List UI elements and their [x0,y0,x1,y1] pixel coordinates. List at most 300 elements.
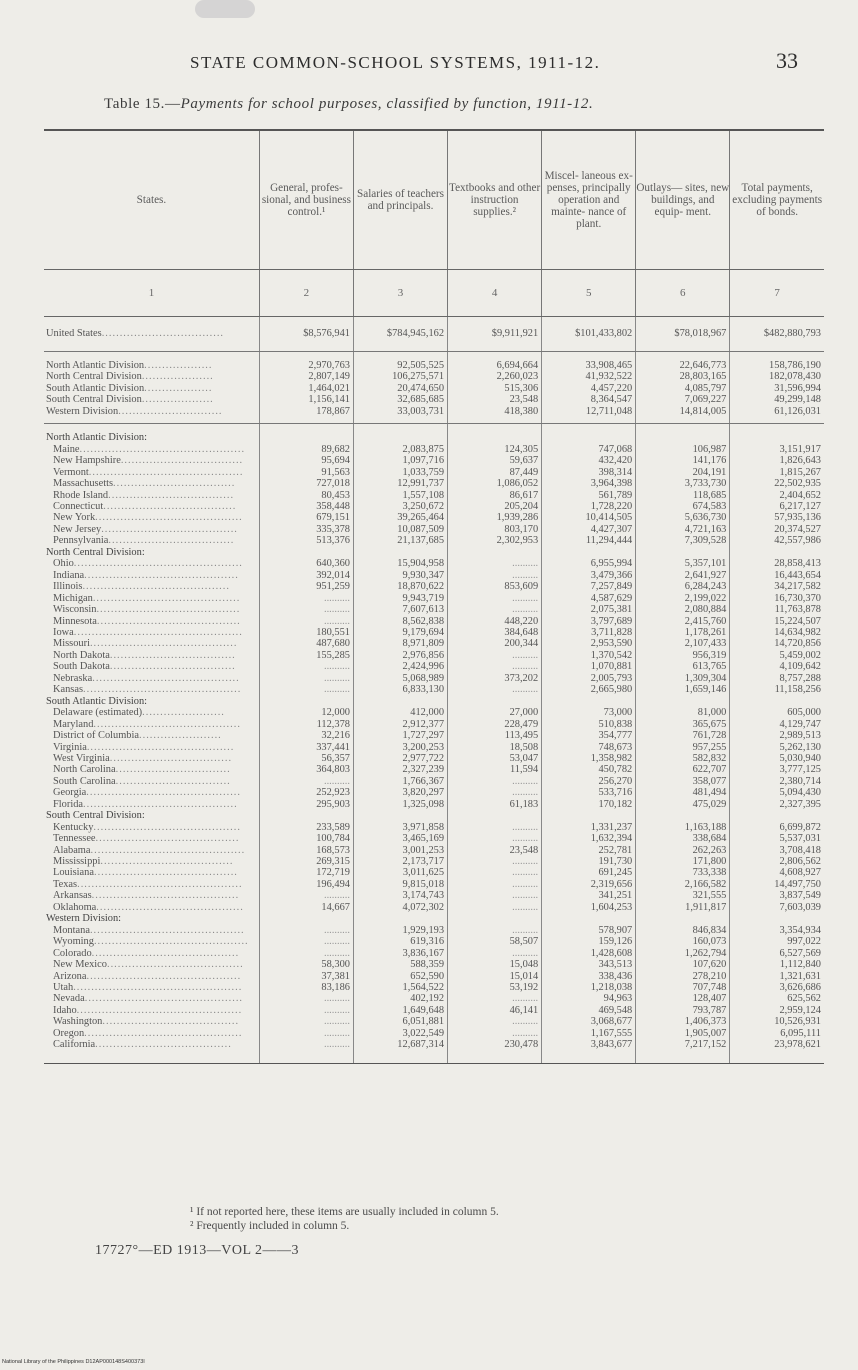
value-cell: 1,406,373 [636,1016,730,1027]
value-cell: 12,000 [259,707,353,718]
value-cell: 6,694,664 [448,360,542,371]
value-cell: 997,022 [730,936,824,947]
value-cell: 1,218,038 [542,982,636,993]
state-name-text: Idaho [53,1004,77,1016]
value-cell: 3,964,398 [542,478,636,489]
group-heading: North Atlantic Division: [46,432,148,444]
value-cell: 691,245 [542,867,636,878]
value-cell: 4,085,797 [636,383,730,394]
value-cell: .......... [448,650,542,661]
dot-leader: ......................................... [91,947,240,959]
running-header: STATE COMMON-SCHOOL SYSTEMS, 1911-12. [190,53,601,72]
dot-leader: ........................................ [96,615,241,627]
spacer-cell [730,424,824,433]
table-row [44,993,824,1004]
state-name [44,856,259,867]
value-cell: 58,300 [259,959,353,970]
spacer-cell [636,424,730,433]
value-cell: 3,626,686 [730,982,824,993]
value-cell: 2,959,124 [730,1005,824,1016]
state-name-text: North Atlantic Division [46,360,145,371]
scan-smudge [195,0,255,18]
state-name-text: District of Columbia [53,730,140,742]
value-cell: 1,112,840 [730,959,824,970]
value-cell: 846,834 [636,925,730,936]
value-cell: 3,711,828 [542,627,636,638]
group-heading: North Central Division: [46,546,145,558]
column-index-row [44,270,824,317]
value-cell: 11,594 [448,764,542,775]
state-name [44,890,259,901]
value-cell: 4,427,307 [542,524,636,535]
value-cell: 2,912,377 [353,719,447,730]
value-cell: 1,632,394 [542,833,636,844]
table-row-division-summary [44,383,824,394]
state-name-text: South Central Division [46,394,142,406]
value-cell: 28,858,413 [730,558,824,569]
empty-cell [636,696,730,707]
state-name-text: Nebraska [53,672,93,684]
table-row [44,799,824,810]
value-cell: 32,685,685 [353,394,447,405]
value-cell: 100,784 [259,833,353,844]
state-name [44,1028,259,1039]
state-name-text: Louisiana [53,867,94,879]
value-cell: 364,803 [259,764,353,775]
row-spacer [44,352,824,361]
value-cell: 2,083,875 [353,444,447,455]
value-cell: 1,178,261 [636,627,730,638]
value-cell: 9,930,347 [353,570,447,581]
state-name [44,993,259,1004]
value-cell: 418,380 [448,406,542,424]
value-cell: $8,576,941 [259,317,353,352]
value-cell: .......... [448,993,542,1004]
value-cell: 7,257,849 [542,581,636,592]
state-name-text: New York [53,512,96,524]
state-name [44,360,259,371]
dot-leader: ........................................ [95,833,240,845]
table-row [44,742,824,753]
value-cell: 155,285 [259,650,353,661]
table-body [44,317,824,1064]
value-cell: 1,728,220 [542,501,636,512]
state-name-text: Missouri [53,638,90,650]
spacer-cell [353,424,447,433]
value-cell: 3,971,858 [353,822,447,833]
value-cell: .......... [448,902,542,913]
value-cell: 5,537,031 [730,833,824,844]
table-row [44,490,824,501]
value-cell: 358,448 [259,501,353,512]
value-cell: 793,787 [636,1005,730,1016]
state-name [44,467,259,478]
value-cell: .......... [259,936,353,947]
value-cell: 14,814,005 [636,406,730,424]
row-spacer [44,424,824,433]
table-row-group-heading [44,913,824,924]
value-cell: 14,497,750 [730,879,824,890]
value-cell: 1,905,007 [636,1028,730,1039]
state-name [44,616,259,627]
table-row [44,478,824,489]
state-name [44,490,259,501]
value-cell: 37,381 [259,971,353,982]
value-cell: 22,646,773 [636,360,730,371]
state-name-text: Nevada [53,993,85,1005]
value-cell: 2,166,582 [636,879,730,890]
dot-leader: ...................................... [95,1039,232,1051]
value-cell: 18,870,622 [353,581,447,592]
state-name [44,1016,259,1027]
column-header: Salaries of teachers and principals. [353,130,447,270]
empty-cell [730,913,824,924]
value-cell: 4,072,302 [353,902,447,913]
value-cell: 358,077 [636,776,730,787]
value-cell: 4,457,220 [542,383,636,394]
state-name-text: Wyoming [53,936,94,948]
value-cell: 3,200,253 [353,742,447,753]
dot-leader: ....................... [142,707,225,719]
state-name [44,730,259,741]
value-cell: 2,327,395 [730,799,824,810]
value-cell: 15,048 [448,959,542,970]
dot-leader: .................................. [120,455,244,467]
value-cell: 233,589 [259,822,353,833]
value-cell: 5,068,989 [353,673,447,684]
table-row [44,948,824,959]
value-cell: 373,202 [448,673,542,684]
table-row [44,512,824,523]
value-cell: 513,376 [259,535,353,546]
value-cell: 204,191 [636,467,730,478]
state-name [44,627,259,638]
value-cell: 230,478 [448,1039,542,1050]
value-cell: 3,011,625 [353,867,447,878]
table-row [44,535,824,546]
value-cell: 3,068,677 [542,1016,636,1027]
state-name-text: Virginia [53,741,87,753]
group-heading: South Central Division: [46,810,145,822]
value-cell: 1,033,759 [353,467,447,478]
state-name-text: South Atlantic Division [46,382,145,394]
value-cell: 1,309,304 [636,673,730,684]
table-row [44,707,824,718]
dot-leader: ......................................... [82,581,230,593]
state-name-text: Oklahoma [53,901,97,913]
value-cell: 341,251 [542,890,636,901]
dot-leader: ................... [144,360,213,371]
footnote: ² Frequently included in column 5. [190,1220,350,1232]
empty-cell [636,547,730,558]
table-row [44,787,824,798]
state-name [44,581,259,592]
value-cell: 2,319,656 [542,879,636,890]
value-cell: 1,070,881 [542,661,636,672]
state-name-text: Colorado [53,947,92,959]
value-cell: 53,047 [448,753,542,764]
value-cell: 2,665,980 [542,684,636,695]
value-cell: 39,265,464 [353,512,447,523]
state-name [44,971,259,982]
state-name-text: Oregon [53,1027,85,1039]
state-name [44,406,259,424]
value-cell: 252,781 [542,845,636,856]
table-row [44,753,824,764]
value-cell: .......... [259,673,353,684]
value-cell: .......... [448,593,542,604]
table-caption [104,96,593,113]
value-cell: 727,018 [259,478,353,489]
value-cell: 1,826,643 [730,455,824,466]
table-row [44,638,824,649]
state-name-text: Iowa [53,626,74,638]
value-cell: 159,126 [542,936,636,947]
state-name [44,673,259,684]
table-row [44,959,824,970]
state-name-text: Kansas [53,684,84,696]
dot-leader: ........................................ [93,867,238,879]
table-row [44,650,824,661]
group-heading: South Atlantic Division: [46,695,148,707]
table-row [44,971,824,982]
value-cell: 515,306 [448,383,542,394]
value-cell: 118,685 [636,490,730,501]
state-name-text: Montana [53,924,90,936]
value-cell: $9,911,921 [448,317,542,352]
spacer-cell [353,352,447,361]
state-name [44,764,259,775]
state-name [44,455,259,466]
empty-cell [259,432,353,443]
state-name [44,902,259,913]
state-name-text: Rhode Island [53,489,109,501]
value-cell: 2,977,722 [353,753,447,764]
value-cell: 1,564,522 [353,982,447,993]
value-cell: 1,649,648 [353,1005,447,1016]
dot-leader: ......................................... [89,638,238,650]
dot-leader: ......................................... [95,512,243,524]
table-row [44,673,824,684]
value-cell: 8,364,547 [542,394,636,405]
page-number: 33 [776,48,798,73]
value-cell: 180,551 [259,627,353,638]
dot-leader: ............................................... [73,558,243,570]
dot-leader: ...................................... [106,959,244,971]
value-cell: 5,262,130 [730,742,824,753]
value-cell: 5,094,430 [730,787,824,798]
value-cell: 228,479 [448,719,542,730]
value-cell: 6,699,872 [730,822,824,833]
column-header: Miscel- laneous ex- penses, principally operation and mainte- nance of plant. [542,130,636,270]
dot-leader: ............................................... [73,626,243,638]
state-name [44,753,259,764]
table-row [44,890,824,901]
table-row [44,719,824,730]
value-cell: 5,030,940 [730,753,824,764]
empty-cell [448,913,542,924]
state-name-text: North Carolina [53,764,116,776]
value-cell: 640,360 [259,558,353,569]
spacer-cell [259,352,353,361]
value-cell: 7,603,039 [730,902,824,913]
value-cell: 23,548 [448,394,542,405]
empty-cell [259,810,353,821]
table-row [44,604,824,615]
dot-leader: ................................... [109,661,236,673]
value-cell: 450,782 [542,764,636,775]
table-row [44,558,824,569]
empty-cell [730,432,824,443]
value-cell: 56,357 [259,753,353,764]
state-name [44,925,259,936]
value-cell: 278,210 [636,971,730,982]
empty-cell [542,696,636,707]
value-cell: 3,820,297 [353,787,447,798]
table-row [44,730,824,741]
dot-leader: ........................................... [89,924,245,936]
value-cell: 365,675 [636,719,730,730]
value-cell: 7,309,528 [636,535,730,546]
value-cell: 1,167,555 [542,1028,636,1039]
state-name [44,787,259,798]
value-cell: 3,174,743 [353,890,447,901]
state-name-text: South Dakota [53,661,110,673]
value-cell: 733,338 [636,867,730,878]
dot-leader: ................................... [108,535,235,547]
value-cell: 1,262,794 [636,948,730,959]
value-cell: .......... [448,570,542,581]
table-row [44,684,824,695]
value-cell: 262,263 [636,845,730,856]
state-name [44,776,259,787]
state-name [44,317,259,352]
empty-cell [542,547,636,558]
value-cell: 106,275,571 [353,371,447,382]
value-cell: 1,659,146 [636,684,730,695]
column-header: Textbooks and other instruction supplies.² [448,130,542,270]
table-row-group-heading [44,696,824,707]
state-name [44,593,259,604]
state-name [44,478,259,489]
empty-cell [636,810,730,821]
state-name-text: New Mexico [53,959,107,971]
state-name-text: Western Division [46,405,119,417]
value-cell: 1,370,542 [542,650,636,661]
value-cell: 951,259 [259,581,353,592]
value-cell: 561,789 [542,490,636,501]
value-cell: 158,786,190 [730,360,824,371]
value-cell: 87,449 [448,467,542,478]
value-cell: .......... [448,787,542,798]
dot-leader: ............................................... [73,982,243,994]
table-row [44,467,824,478]
value-cell: 2,260,023 [448,371,542,382]
value-cell: 1,464,021 [259,383,353,394]
value-cell: 622,707 [636,764,730,775]
value-cell: .......... [448,776,542,787]
value-cell: 20,474,650 [353,383,447,394]
table-row-group-heading [44,432,824,443]
state-name [44,879,259,890]
dot-leader: ......................................... [91,890,240,902]
value-cell: 2,302,953 [448,535,542,546]
value-cell: 398,314 [542,467,636,478]
value-cell: .......... [448,890,542,901]
value-cell: .......... [259,1016,353,1027]
column-index: 5 [542,270,636,317]
value-cell: 3,479,366 [542,570,636,581]
table-row [44,764,824,775]
value-cell: 58,507 [448,936,542,947]
value-cell: 1,163,188 [636,822,730,833]
value-cell: 95,694 [259,455,353,466]
value-cell: 337,441 [259,742,353,753]
state-name [44,501,259,512]
value-cell: 41,932,522 [542,371,636,382]
state-name-text: Maryland [53,718,94,730]
value-cell: 1,321,631 [730,971,824,982]
value-cell: 412,000 [353,707,447,718]
value-cell: 469,548 [542,1005,636,1016]
table-row [44,627,824,638]
table-row [44,845,824,856]
state-name-text: Minnesota [53,615,97,627]
value-cell: 6,051,881 [353,1016,447,1027]
value-cell: 2,107,433 [636,638,730,649]
table-row-division-summary [44,394,824,405]
value-cell: 8,757,288 [730,673,824,684]
column-index: 7 [730,270,824,317]
value-cell: 18,508 [448,742,542,753]
value-cell: 20,374,527 [730,524,824,535]
value-cell: 16,443,654 [730,570,824,581]
value-cell: .......... [448,684,542,695]
value-cell: 343,513 [542,959,636,970]
empty-cell [542,913,636,924]
value-cell: 4,608,927 [730,867,824,878]
table-row-group-heading [44,810,824,821]
state-name [44,394,259,405]
dot-leader: .................................. [101,328,225,340]
value-cell: 613,765 [636,661,730,672]
value-cell: 3,250,672 [353,501,447,512]
state-name [44,383,259,394]
value-cell: 4,587,629 [542,593,636,604]
dot-leader: ........................................... [88,466,244,478]
value-cell: 10,526,931 [730,1016,824,1027]
state-name [44,822,259,833]
value-cell: 14,720,856 [730,638,824,649]
value-cell: 8,971,809 [353,638,447,649]
column-headers [44,130,824,270]
value-cell: 113,495 [448,730,542,741]
value-cell: 448,220 [448,616,542,627]
value-cell: 4,129,747 [730,719,824,730]
value-cell: .......... [259,684,353,695]
empty-cell [636,913,730,924]
state-name [44,661,259,672]
value-cell: 170,182 [542,799,636,810]
value-cell: 432,420 [542,455,636,466]
value-cell: 32,216 [259,730,353,741]
value-cell: 3,777,125 [730,764,824,775]
value-cell: 182,078,430 [730,371,824,382]
value-cell: 578,907 [542,925,636,936]
value-cell: 3,022,549 [353,1028,447,1039]
state-name-text: New Hampshire [53,455,121,467]
dot-leader: .............................................. [77,878,243,890]
